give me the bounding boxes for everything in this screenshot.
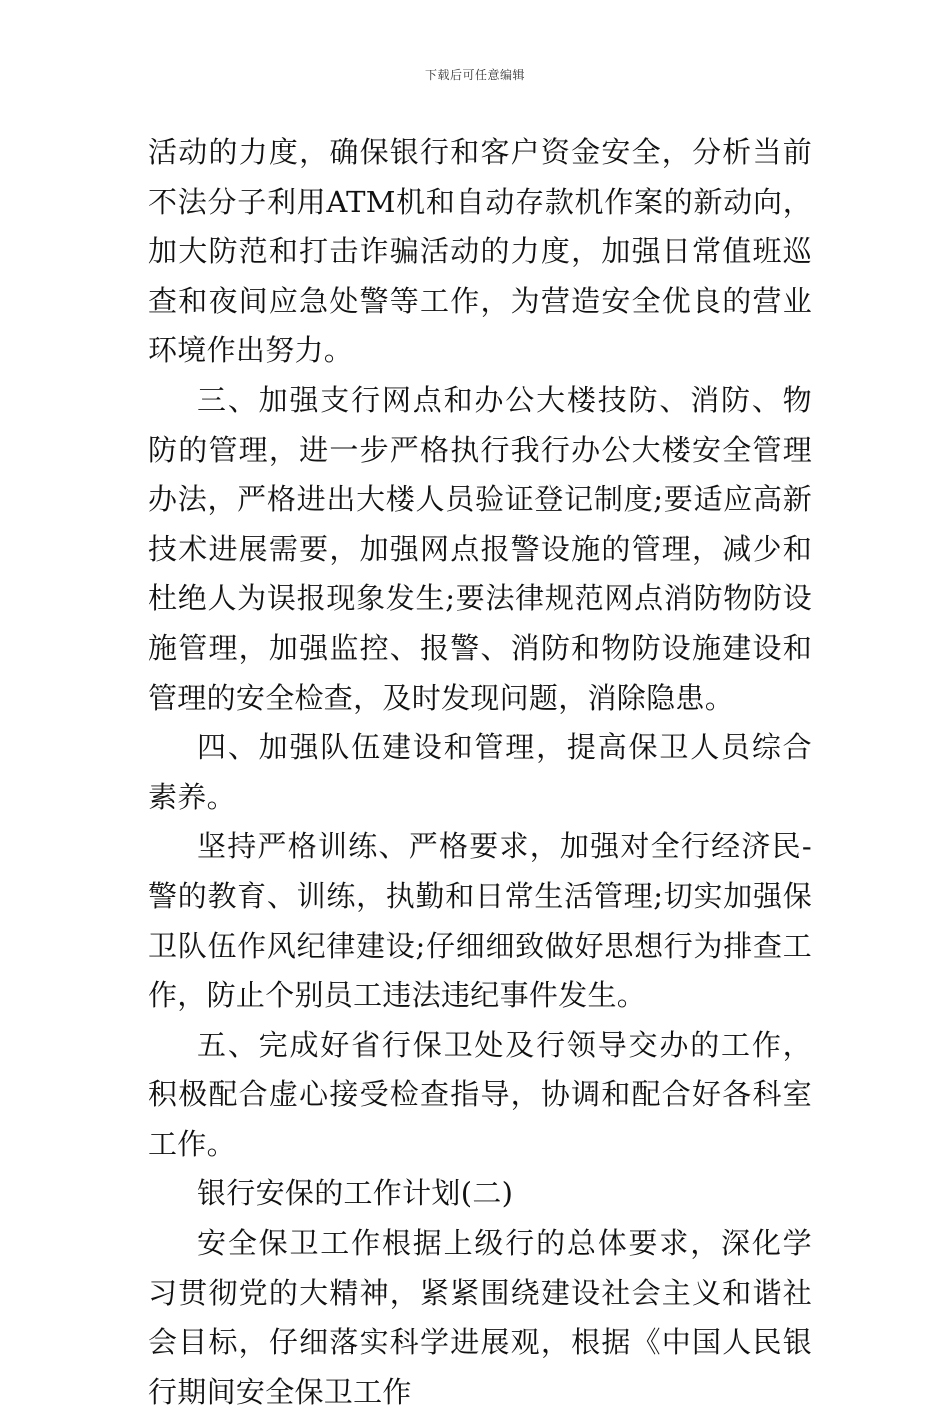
paragraph-section-four-body: 坚持严格训练、严格要求，加强对全行经济民-警的教育、训练，执勤和日常生活管理;切实加强保卫队伍作风纪律建设;仔细细致做好思想行为排查工作，防止个别员工违法违纪事件发生。 — [148, 829, 812, 1013]
document-body — [148, 128, 812, 1417]
paragraph-continuation: 活动的力度，确保银行和客户资金安全，分析当前不法分子利用ATM机和自动存款机作案的新动向，加大防范和打击诈骗活动的力度，加强日常值班巡查和夜间应急处警等工作，为营造安全优良的营业环境作出努力。 — [148, 135, 812, 368]
section-title-plan-two: 银行安保的工作计划(二) — [197, 1176, 514, 1211]
paragraph-section-three: 三、加强支行网点和办公大楼技防、消防、物防的管理，进一步严格执行我行办公大楼安全管理办法，严格进出大楼人员验证登记制度;要适应高新技术进展需要，加强网点报警设施的管理，减少和杜绝人为误报现象发生;要法律规范网点消防物防设施管理，加强监控、报警、消防和物防设施建设和管理的安全检查，及时发现问题，消除隐患。 — [148, 382, 812, 715]
paragraph-section-five: 五、完成好省行保卫处及行领导交办的工作，积极配合虚心接受检查指导，协调和配合好各科室工作。 — [148, 1027, 812, 1161]
paragraph-plan-two-intro: 安全保卫工作根据上级行的总体要求，深化学习贯彻党的大精神，紧紧围绕建设社会主义和谐社会目标，仔细落实科学进展观，根据《中国人民银行期间安全保卫工作 — [148, 1226, 812, 1409]
page-header: 下载后可任意编辑 — [424, 68, 525, 82]
paragraph-section-four-heading: 四、加强队伍建设和管理，提高保卫人员综合素养。 — [148, 730, 812, 814]
